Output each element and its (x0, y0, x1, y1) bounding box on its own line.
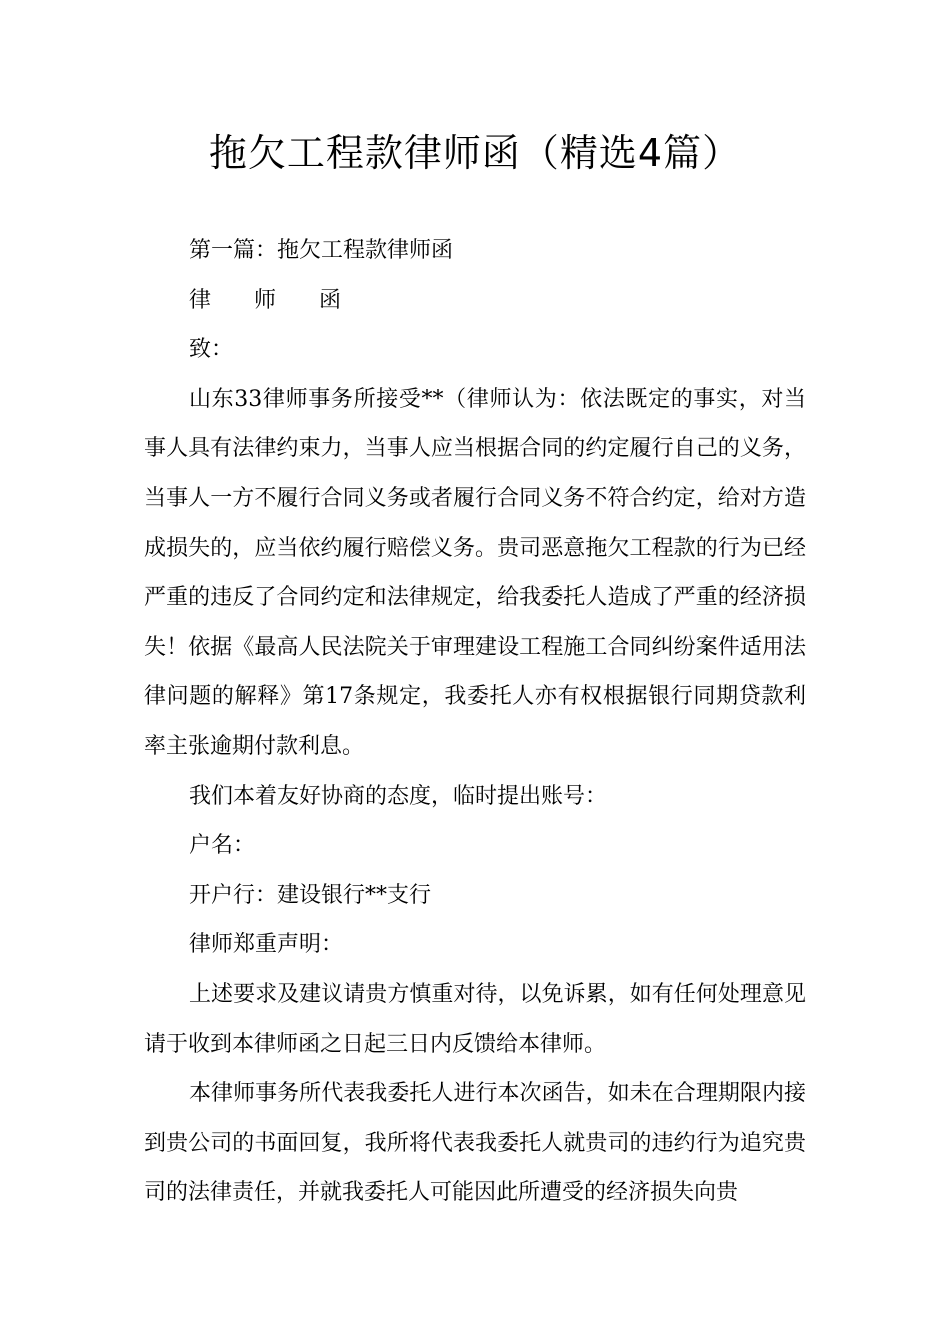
section-heading: 第一篇：拖欠工程款律师函 (189, 238, 454, 263)
bank-line: 开户行：建设银行**支行 (189, 882, 432, 908)
paragraph-main: 山东33律师事务所接受**（律师认为：依法既定的事实，对当事人具有法律约束力，当事人应当根据合同的约定履行自己的义务，当事人一方不履行合同义务或者履行合同义务不符合约定，给对方造成损失的，应当依约履行赔偿义务。贵司恶意拖欠工程款的行为已经严重的违反了合同约定和法律规定，给我委托人造成了严重的经济损失！依据《最高人民法院关于审理建设工程施工合同纠纷案件适用法律问题的解释》第17条规定，我委托人亦有权根据银行同期贷款利率主张逾期付款利息。 (144, 386, 806, 759)
paragraph-notice: 本律师事务所代表我委托人进行本次函告，如未在合理期限内接到贵公司的书面回复，我所将代表我委托人就贵司的违约行为追究贵司的法律责任，并就我委托人可能因此所遭受的经济损失向贵 (144, 1081, 806, 1206)
declaration-heading: 律师郑重声明： (189, 932, 344, 958)
document-body (144, 226, 806, 1218)
account-name-line: 户名： (189, 833, 256, 859)
salutation: 致： (189, 337, 234, 363)
letter-heading: 律 师 函 (189, 287, 359, 313)
paragraph-request: 上述要求及建议请贵方慎重对待，以免诉累，如有任何处理意见请于收到本律师函之日起三日内反馈给本律师。 (144, 981, 806, 1057)
paragraph-account-intro: 我们本着友好协商的态度，临时提出账号： (189, 783, 608, 809)
document-title: 拖欠工程款律师函（精选4篇） (208, 131, 742, 175)
